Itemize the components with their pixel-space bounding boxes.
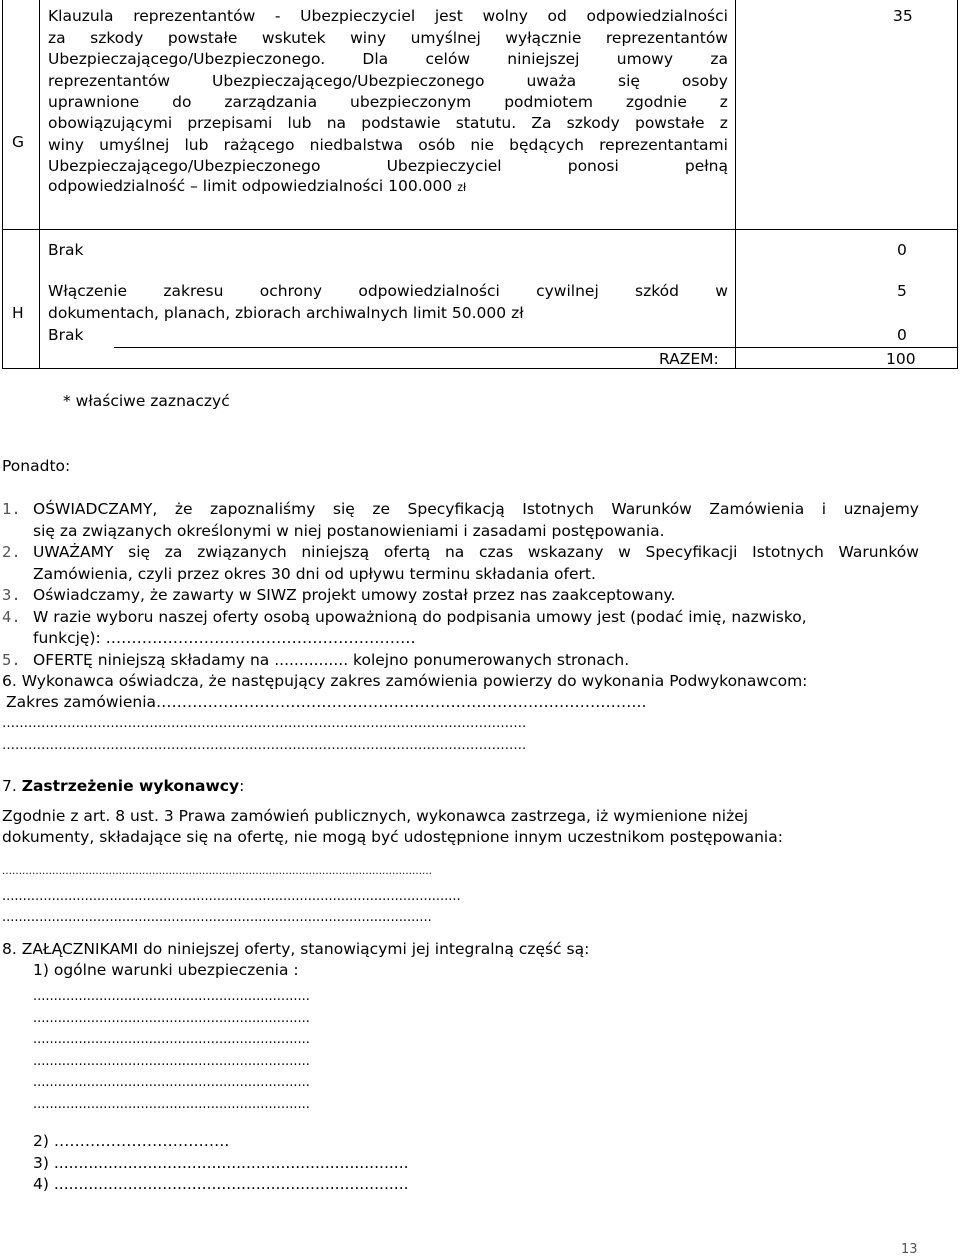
item-1-line-1-text-word: że: [174, 500, 193, 518]
item-1-line-1-text-word: OŚWIADCZAMY,: [33, 500, 158, 518]
item-1-line-1-text: [33, 500, 919, 518]
item-1-line-1-text-word: Specyfikacją: [407, 500, 505, 518]
row-g-line-4-word: osoby: [681, 72, 728, 90]
row-g-line-4-word: uważa: [526, 72, 577, 90]
item-1-line-1-text-word: uznajemy: [843, 500, 919, 518]
item-7-heading: 7. Zastrzeżenie wykonawcy:: [2, 777, 245, 795]
row-g-line-5-word: z: [719, 93, 728, 111]
item-8-sub-2: 2) …………………………….: [33, 1132, 230, 1150]
row-g-line-1-word: -: [274, 7, 281, 25]
item-2-line-1-text-word: wskazany: [527, 543, 604, 561]
row-g-line-8: [48, 157, 728, 175]
row-g-line-3-word: za: [710, 50, 728, 68]
row-g-line-6-word: powstałe: [634, 114, 705, 132]
item-8-dots-row: ...................................................................: [33, 1010, 310, 1026]
row-g-line-1-word: Klauzula: [48, 7, 114, 25]
item-2-line-1-text-word: Istotnych: [752, 543, 824, 561]
table-border-bottom: [2, 368, 958, 369]
row-g-line-1: [48, 7, 728, 25]
row-g-line-5-word: do: [172, 93, 192, 111]
table-divider-points: [735, 0, 736, 369]
row-g-line-6: [48, 114, 728, 132]
item-8-dots-row: ...................................................................: [33, 1032, 310, 1048]
item-1-line-1-text-word: ze: [372, 500, 391, 518]
item-8-sub-3: 3) ........................................................................: [33, 1154, 409, 1172]
row-g-line-7-word: winy: [48, 136, 84, 154]
row-g-line-7-word: osób: [418, 136, 456, 154]
table-border-right: [957, 0, 958, 369]
row-g-points: 35: [893, 7, 913, 25]
row-g-line-8-word: ponosi: [567, 157, 619, 175]
row-g-line-2-word: szkody: [90, 29, 144, 47]
table-row-separator: [2, 229, 958, 230]
item-6-line-2: Zakres zamówienia…………………………………………………………………………………..: [6, 693, 647, 711]
row-g-line-5-word: zarządzania: [224, 93, 318, 111]
row-h-line-1-word: ochrony: [259, 282, 323, 300]
item-1-line-1-text-word: i: [821, 500, 827, 518]
row-g-line-7-word: rażącego: [223, 136, 295, 154]
row-g-line-6-word: statutu.: [455, 114, 517, 132]
row-h-brak-1: Brak: [48, 241, 84, 259]
footnote: * właściwe zaznaczyć: [63, 392, 230, 410]
row-g-line-1-word: od: [547, 7, 567, 25]
row-g-line-4-word: Ubezpieczającego/Ubezpieczonego: [212, 72, 485, 90]
total-value: 100: [886, 350, 916, 368]
item-8-dots-row: ...................................................................: [33, 1053, 310, 1069]
item-2-line-1-text-word: się: [128, 543, 151, 561]
item-1-line-1-text-word: się: [332, 500, 355, 518]
row-h-line-1-word: szkód: [635, 282, 680, 300]
row-g-line-6-word: podstawie: [361, 114, 441, 132]
item-2-line-1-text-word: ofertą: [383, 543, 431, 561]
item-7-dots-2: ...............................................................................................................: [2, 889, 461, 904]
row-g-line-7: [48, 136, 728, 154]
item-8-sub-4: 4) ........................................................................: [33, 1175, 409, 1193]
row-h-line-1-word: w: [715, 282, 728, 300]
item-5-number: 5.: [2, 651, 21, 669]
item-2-line-1-text-word: niniejszą: [301, 543, 370, 561]
ponadto-heading: Ponadto:: [2, 457, 71, 475]
row-g-line-8-word: pełną: [684, 157, 728, 175]
row-g-line-3-word: Ubezpieczającego/Ubezpieczonego.: [48, 50, 326, 68]
row-g-line-1-word: jest: [434, 7, 463, 25]
row-g-line-3-word: Dla: [362, 50, 389, 68]
item-6-line-1: 6. Wykonawca oświadcza, że następujący zakres zamówienia powierzy do wykonania Podwykonawcom:: [2, 672, 808, 690]
table-border-left: [2, 0, 3, 369]
item-2-line-1-text-word: za: [164, 543, 183, 561]
row-g-line-2: [48, 29, 728, 47]
item-1-line-1-text-word: Warunków: [611, 500, 692, 518]
item-2-line-1-text: [33, 543, 919, 561]
item-2-line-2: Zamówienia, czyli przez okres 30 dni od upływu terminu składania ofert.: [33, 565, 596, 583]
item-2-line-1-text-word: UWAŻAMY: [33, 543, 114, 561]
item-1-number: 1.: [2, 500, 21, 518]
row-g-line-2-word: umyślnej: [410, 29, 481, 47]
item-2-line-1-text-word: w: [618, 543, 631, 561]
row-h-letter: H: [12, 304, 24, 322]
item-2-line-1-text-word: czas: [478, 543, 514, 561]
item-8-dots-row: ...................................................................: [33, 1097, 310, 1112]
row-g-line-5-word: uprawnione: [48, 93, 140, 111]
row-g-line-6-word: Za: [531, 114, 552, 132]
row-g-line-7-word: będących: [509, 136, 584, 154]
item-1-line-1-text-word: Zamówienia: [709, 500, 805, 518]
item-1-line-2: się za związanych określonymi w niej postanowieniami i zasadami postępowania.: [33, 522, 665, 540]
row-h-points: 5: [897, 282, 907, 300]
row-g-line-6-word: lub: [287, 114, 312, 132]
row-g-line-3-word: umowy: [616, 50, 674, 68]
item-1-line-1-text-word: zapoznaliśmy: [210, 500, 316, 518]
row-g-line-7-word: reprezentantami: [599, 136, 728, 154]
row-g-last-line: odpowiedzialność – limit odpowiedzialności 100.000 zł: [48, 177, 466, 195]
item-2-line-1-text-word: Specyfikacji: [645, 543, 738, 561]
item-4-number: 4.: [2, 608, 21, 626]
item-8-dots-row: ...................................................................: [33, 1075, 310, 1091]
item-2-number: 2.: [2, 543, 21, 561]
item-4-line-2: funkcję): ……………………………………………………: [33, 629, 416, 647]
row-g-line-4-word: reprezentantów: [48, 72, 171, 90]
row-g-line-2-word: winy: [350, 29, 387, 47]
row-g-line-6-word: przepisami: [187, 114, 273, 132]
row-g-line-2-word: wskutek: [261, 29, 326, 47]
row-g-line-2-word: za: [48, 29, 66, 47]
item-5-text: OFERTĘ niniejszą składamy na ............... kolejno ponumerowanych stronach.: [33, 651, 630, 669]
row-g-line-1-word: odpowiedzialności: [586, 7, 728, 25]
row-g-line-5-word: podmiotem: [504, 93, 593, 111]
item-3-number: 3.: [2, 586, 21, 604]
row-g-line-1-word: reprezentantów: [133, 7, 256, 25]
row-h-clause-line-2: dokumentach, planach, zbiorach archiwalnych limit 50.000 zł: [48, 304, 524, 322]
row-g-line-8-word: Ubezpieczającego/Ubezpieczonego: [48, 157, 321, 175]
row-g-line-6-word: na: [326, 114, 347, 132]
item-6-line-3: ………………………………………………………………………………………………………….: [2, 716, 527, 731]
row-g-line-3-word: celów: [425, 50, 470, 68]
row-h-brak-2: Brak: [48, 326, 84, 344]
total-label: RAZEM:: [659, 350, 719, 368]
item-8-line-1: 8. ZAŁĄCZNIKAMI do niniejszej oferty, stanowiącymi jej integralną część są:: [2, 940, 590, 958]
item-8-dots-row: ...................................................................: [33, 989, 310, 1004]
row-h-brak-2-points: 0: [897, 326, 907, 344]
item-6-line-4: ………………………………………………………………………………………………………….: [2, 738, 527, 753]
row-h-line-1-word: odpowiedzialności: [358, 282, 500, 300]
row-g-line-1-word: Ubezpieczyciel: [300, 7, 416, 25]
row-g-line-8-word: Ubezpieczyciel: [386, 157, 502, 175]
row-g-line-2-word: powstałe: [167, 29, 238, 47]
item-4-line-1: W razie wyboru naszej oferty osobą upoważnioną do podpisania umowy jest (podać imię, nazwisko,: [33, 608, 807, 626]
row-g-line-6-word: szkody: [566, 114, 620, 132]
item-7-dots-1: …………………………………………………………………………………………………………………: [2, 866, 432, 877]
row-g-line-7-word: nie: [470, 136, 494, 154]
item-2-line-1-text-word: związanych: [197, 543, 287, 561]
item-2-line-1-text-word: Warunków: [838, 543, 919, 561]
row-g-line-5-word: ubezpieczonym: [350, 93, 472, 111]
item-7-line-1: Zgodnie z art. 8 ust. 3 Prawa zamówień publicznych, wykonawca zastrzega, iż wymienione niżej: [2, 807, 749, 825]
row-g-line-7-word: umyślnej: [99, 136, 170, 154]
page-number: 13: [901, 1242, 918, 1257]
row-g-line-2-word: reprezentantów: [605, 29, 728, 47]
item-8-sub-1: 1) ogólne warunki ubezpieczenia :: [33, 961, 299, 979]
item-3-text: Oświadczamy, że zawarty w SIWZ projekt umowy został przez nas zaakceptowany.: [33, 586, 676, 604]
row-g-letter: G: [12, 133, 25, 151]
row-g-line-7-word: lub: [184, 136, 209, 154]
row-h-line-1-word: cywilnej: [536, 282, 599, 300]
item-2-line-1-text-word: na: [444, 543, 465, 561]
row-g-line-5: [48, 93, 728, 111]
row-g-line-4-word: się: [618, 72, 640, 90]
table-razem-top: [114, 347, 958, 348]
row-g-line-2-word: wyłącznie: [505, 29, 582, 47]
row-g-line-4: [48, 72, 728, 90]
row-g-line-7-word: niedbalstwa: [309, 136, 404, 154]
row-h-brak-1-points: 0: [897, 241, 907, 259]
row-h-line-1-word: Włączenie: [48, 282, 128, 300]
row-h-line-1-word: zakresu: [163, 282, 224, 300]
item-7-line-2: dokumenty, składające się na ofertę, nie mogą być udostępnione innym uczestnikom postępowania:: [2, 828, 783, 846]
row-g-line-1-word: wolny: [482, 7, 528, 25]
table-divider-letter: [39, 0, 40, 369]
item-1-line-1-text-word: Istotnych: [522, 500, 594, 518]
row-h-line-1: [48, 282, 728, 300]
row-g-line-3: [48, 50, 728, 68]
row-g-line-6-word: z: [719, 114, 728, 132]
item-7-dots-3: ........................................................................................................: [2, 910, 432, 925]
row-g-line-6-word: obowiązującymi: [48, 114, 173, 132]
row-g-line-3-word: niniejszej: [507, 50, 580, 68]
row-g-line-5-word: zgodnie: [625, 93, 687, 111]
